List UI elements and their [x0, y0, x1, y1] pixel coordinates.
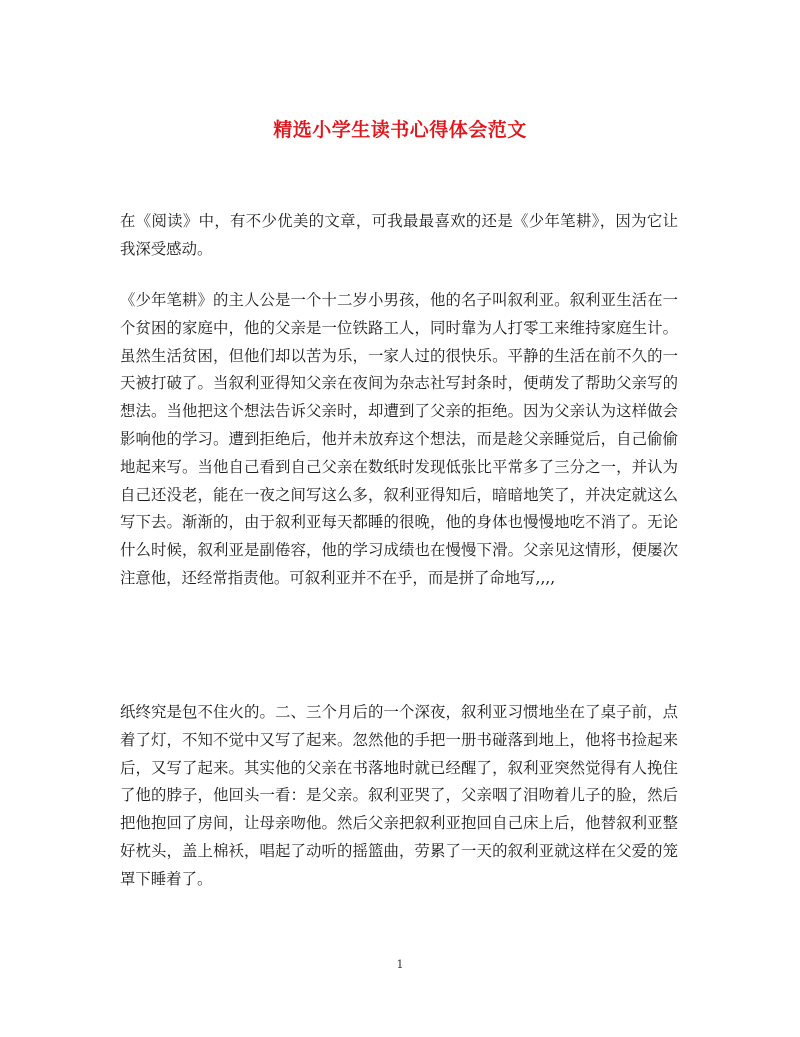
document-title: 精选小学生读书心得体会范文 [273, 119, 527, 141]
paragraph-ending: 纸终究是包不住火的。二、三个月后的一个深夜，叙利亚习惯地坐在了桌子前，点着了灯，不知不觉中又写了起来。忽然他的手把一册书碰落到地上，他将书捡起来后，又写了起来。其实他的父亲在书落地时就已经醒了，叙利亚突然觉得有人挽住了他的脖子，他回头一看：是父亲。叙利亚哭了，父亲咽了泪吻着儿子的脸，然后把他抱回了房间，让母亲吻他。然后父亲把叙利亚抱回自己床上后，他替叙利亚整好枕头，盖上棉袄，唱起了动听的摇篮曲，劳累了一天的叙利亚就这样在父爱的笼罩下睡着了。 [120, 703, 678, 888]
page-number: 1 [396, 958, 404, 971]
paragraph-intro: 在《阅读》中，有不少优美的文章，可我最最喜欢的还是《少年笔耕》，因为它让我深受感动。 [120, 212, 678, 258]
paragraph-story: 《少年笔耕》的主人公是一个十二岁小男孩，他的名子叫叙利亚。叙利亚生活在一个贫困的家庭中，他的父亲是一位铁路工人，同时靠为人打零工来维持家庭生计。虽然生活贫困，但他们却以苦为乐，一家人过的很快乐。平静的生活在前不久的一天被打破了。当叙利亚得知父亲在夜间为杂志社写封条时，便萌发了帮助父亲写的想法。当他把这个想法告诉父亲时，却遭到了父亲的拒绝。因为父亲认为这样做会影响他的学习。遭到拒绝后，他并未放弃这个想法，而是趁父亲睡觉后，自己偷偷地起来写。当他自己看到自己父亲在数纸时发现低张比平常多了三分之一，并认为自己还没老，能在一夜之间写这么多，叙利亚得知后，暗暗地笑了，并决定就这么写下去。渐渐的，由于叙利亚每天都睡的很晚，他的身体也慢慢地吃不消了。无论什么时候，叙利亚是副倦容，他的学习成绩也在慢慢下滑。父亲见这情形，便屡次注意他，还经常指责他。可叙利亚并不在乎，而是拼了命地写,,,, [120, 291, 678, 587]
